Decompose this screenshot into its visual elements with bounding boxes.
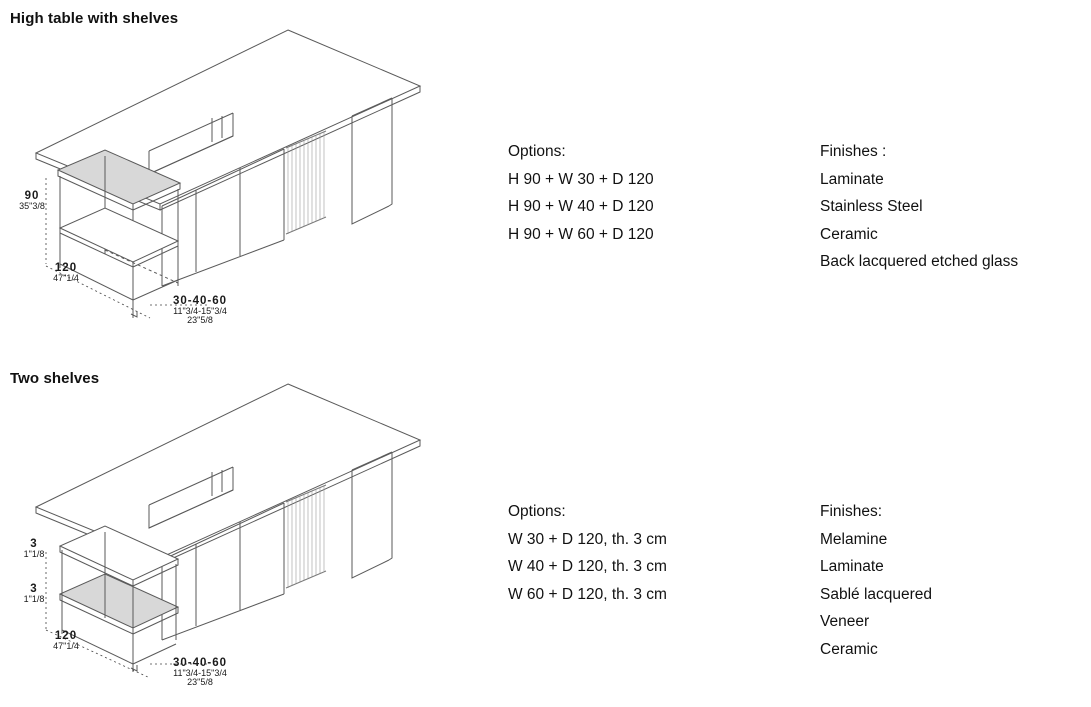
- finish-line: Laminate: [820, 558, 884, 575]
- options-column-two-shelves: [508, 498, 667, 608]
- drawing-high-table: [0, 18, 470, 338]
- options-heading: Options:: [508, 143, 566, 160]
- option-line: W 60 + D 120, th. 3 cm: [508, 585, 667, 603]
- option-line: H 90 + W 60 + D 120: [508, 225, 654, 243]
- finishes-heading: Finishes:: [820, 503, 883, 520]
- dimension-depth-120: 120 47"1/4: [53, 630, 79, 651]
- finishes-column-two-shelves: [820, 498, 932, 663]
- finish-line: Stainless Steel: [820, 198, 923, 215]
- dimension-thickness-bottom: 3 1"1/8: [23, 583, 45, 604]
- finish-line: Back lacquered etched glass: [820, 253, 1019, 270]
- option-line: W 30 + D 120, th. 3 cm: [508, 530, 667, 548]
- finish-line: Laminate: [820, 170, 884, 188]
- dimension-depth-120: 120 47"1/4: [53, 262, 79, 283]
- finish-line: Ceramic: [820, 640, 878, 658]
- finish-line: Sablé lacquered: [820, 585, 933, 603]
- option-line: W 40 + D 120, th. 3 cm: [508, 558, 667, 575]
- options-column-high-table: [508, 138, 654, 248]
- dimension-width-options: 30-40-60 11"3/4-15"3/4 23"5/8: [172, 657, 228, 687]
- section-title-high-table: High table with shelves: [10, 10, 179, 27]
- options-heading: Options:: [508, 503, 566, 520]
- finish-line: Ceramic: [820, 225, 878, 243]
- finish-line: Melamine: [820, 530, 888, 548]
- dimension-width-options: 30-40-60 11"3/4-15"3/4 23"5/8: [172, 295, 228, 325]
- drawing-two-shelves: [0, 372, 470, 702]
- finishes-column-high-table: [820, 138, 1018, 276]
- dimension-height-90: 90 35"3/8: [19, 190, 45, 211]
- dimension-thickness-top: 3 1"1/8: [23, 538, 45, 559]
- section-title-two-shelves: Two shelves: [10, 370, 100, 387]
- finish-line: Veneer: [820, 613, 870, 630]
- option-line: H 90 + W 40 + D 120: [508, 198, 654, 215]
- finishes-heading: Finishes :: [820, 143, 887, 160]
- option-line: H 90 + W 30 + D 120: [508, 170, 654, 188]
- section-two-shelves: [0, 362, 1091, 707]
